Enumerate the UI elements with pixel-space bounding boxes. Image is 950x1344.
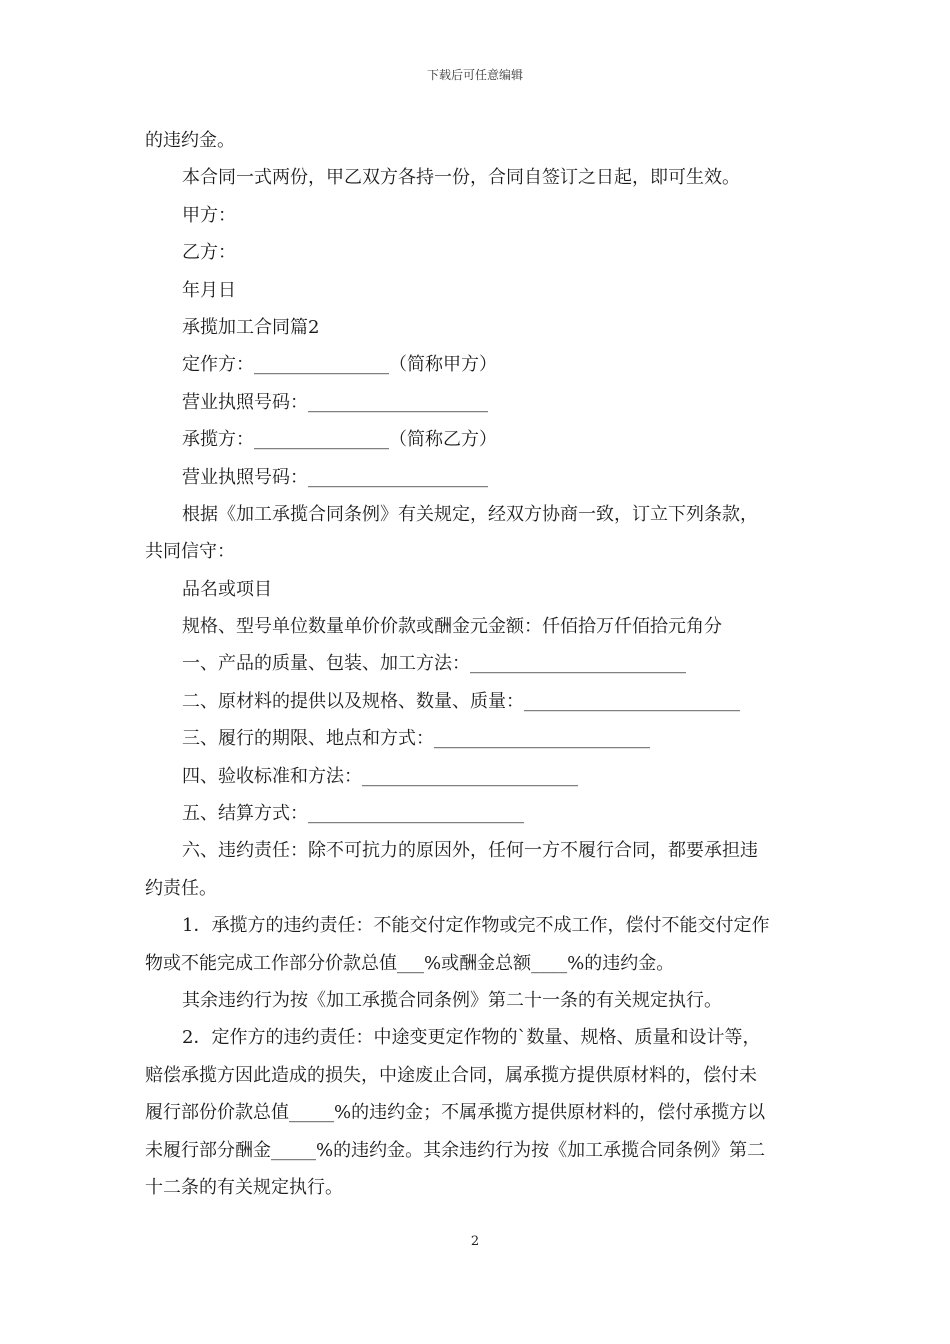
- date-label: 年月日: [182, 279, 236, 301]
- clause-liability: 六、违约责任：除不可抗力的原因外，任何一方不履行合同，都要承担违: [182, 840, 758, 862]
- document-body: [145, 122, 810, 1206]
- page-header-note: 下载后可任意编辑: [426, 68, 523, 82]
- body-line: 本合同一式两份，甲乙双方各持一份，合同自签订之日起，即可生效。: [182, 167, 740, 189]
- license-number-field: 营业执照号码：____________________: [182, 391, 488, 413]
- ordering-party-field: 定作方：_______________（简称甲方）: [182, 354, 497, 376]
- license-number-field: 营业执照号码：____________________: [182, 466, 488, 488]
- body-line: 1．承揽方的违约责任：不能交付定作物或完不成工作，偿付不能交付定作: [182, 915, 770, 937]
- contractor-field: 承揽方：_______________（简称乙方）: [182, 429, 497, 451]
- body-line: 十二条的有关规定执行。: [145, 1176, 343, 1198]
- clause-settlement: 五、结算方式：________________________: [182, 803, 524, 825]
- body-line: 物或不能完成工作部分价款总值___%或酬金总额____%的违约金。: [145, 952, 675, 974]
- body-line: 赔偿承揽方因此造成的损失，中途废止合同，属承揽方提供原材料的，偿付未: [145, 1064, 757, 1086]
- body-line: 根据《加工承揽合同条例》有关规定，经双方协商一致，订立下列条款，: [182, 503, 758, 525]
- clause-acceptance: 四、验收标准和方法：________________________: [182, 765, 578, 787]
- body-line: 其余违约行为按《加工承揽合同条例》第二十一条的有关规定执行。: [182, 989, 722, 1011]
- body-line: 规格、型号单位数量单价价款或酬金元金额：仟佰拾万仟佰拾元角分: [182, 616, 722, 638]
- section-title: 承揽加工合同篇2: [182, 316, 320, 338]
- clause-performance: 三、履行的期限、地点和方式：________________________: [182, 728, 650, 750]
- body-line: 未履行部分酬金_____%的违约金。其余违约行为按《加工承揽合同条例》第二: [145, 1139, 766, 1161]
- body-line: 品名或项目: [182, 578, 272, 600]
- body-line: 的违约金。: [145, 130, 235, 151]
- body-line: 履行部份价款总值_____%的违约金；不属承揽方提供原材料的，偿付承揽方以: [145, 1102, 766, 1124]
- page-number: 2: [470, 1234, 480, 1249]
- body-line: 2．定作方的违约责任：中途变更定作物的`数量、规格、质量和设计等，: [182, 1027, 761, 1049]
- party-a-label: 甲方：: [182, 204, 236, 226]
- body-line: 约责任。: [145, 877, 217, 899]
- clause-quality: 一、产品的质量、包装、加工方法：________________________: [182, 653, 686, 675]
- body-line: 共同信守：: [145, 541, 235, 563]
- party-b-label: 乙方：: [182, 242, 236, 264]
- clause-materials: 二、原材料的提供以及规格、数量、质量：________________________: [182, 690, 740, 712]
